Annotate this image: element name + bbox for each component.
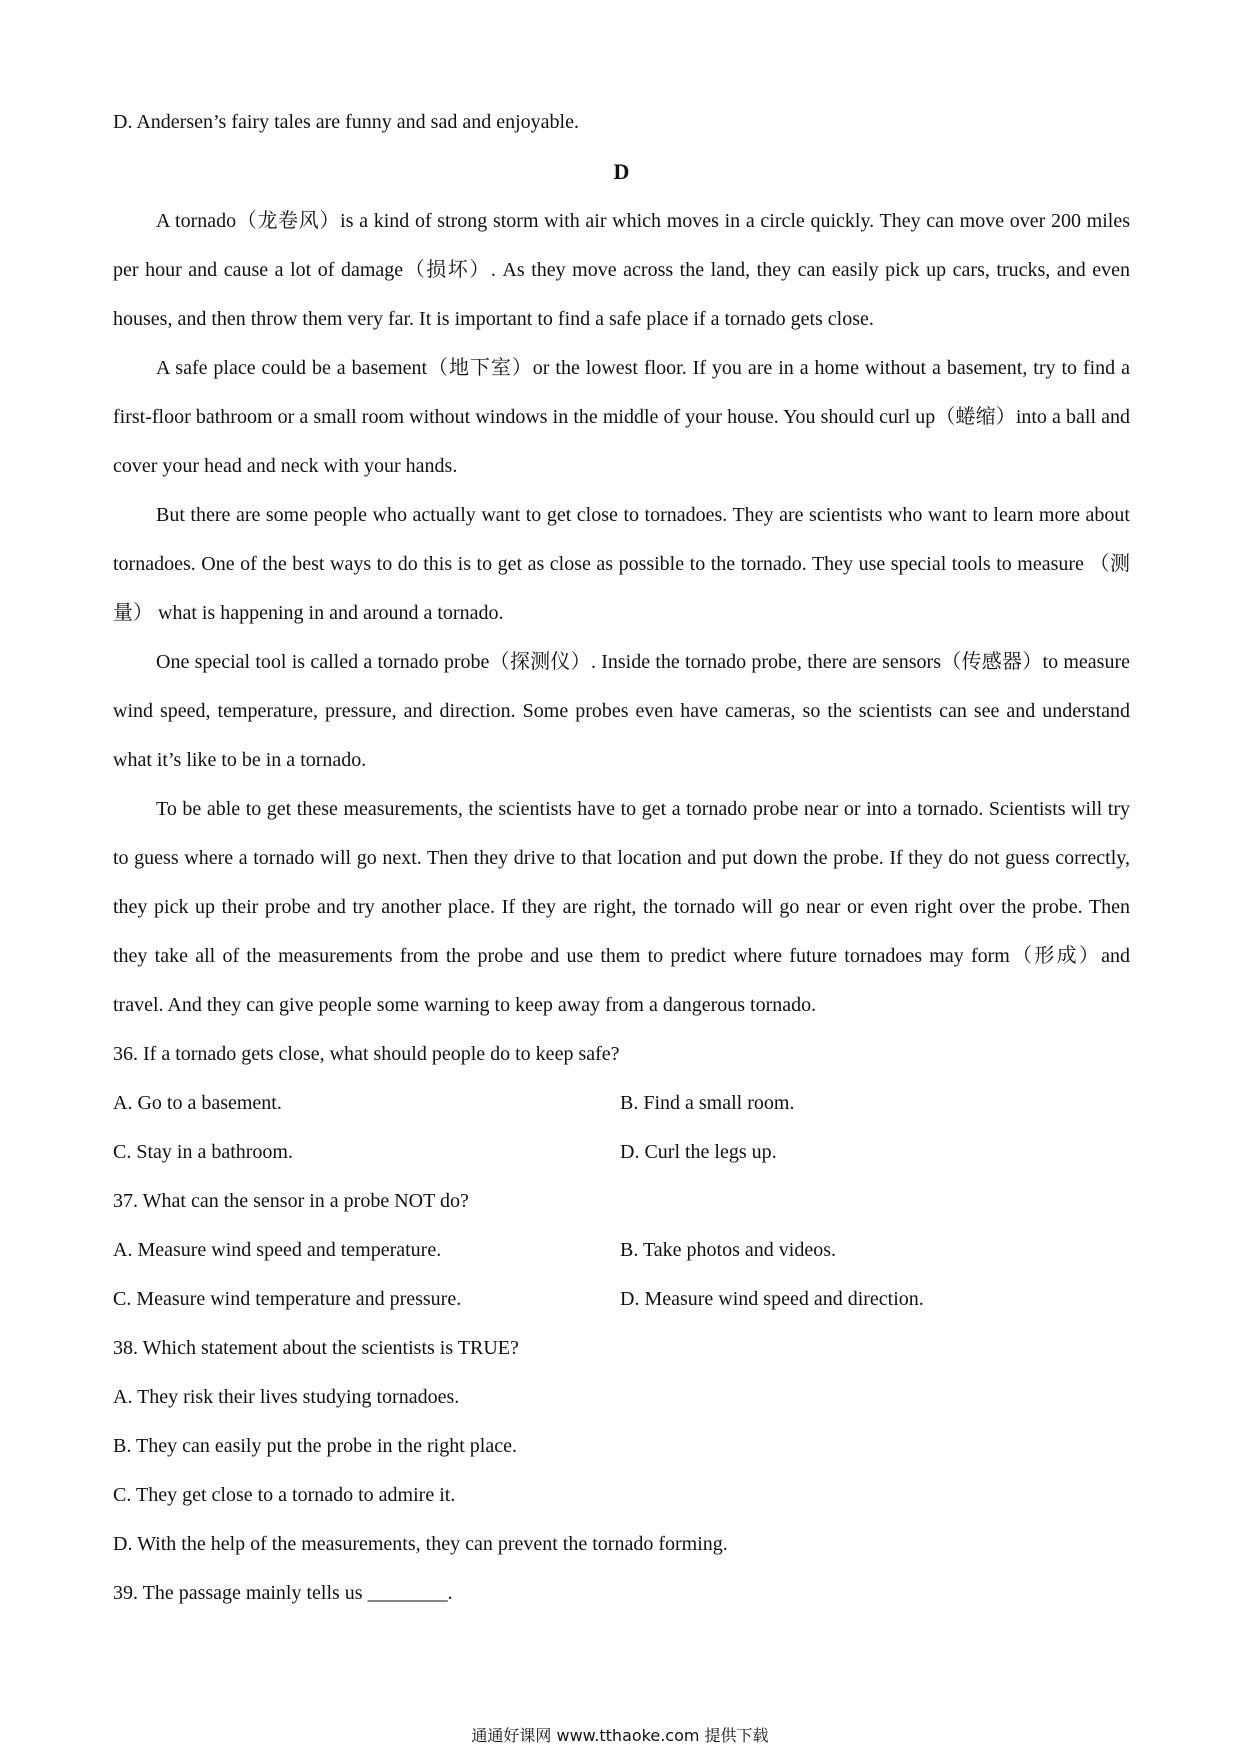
question-36-option-b: B. Find a small room. [620,1092,795,1114]
previous-option-d: D. Andersen’s fairy tales are funny and sad and enjoyable. [113,111,579,133]
question-37-options-row-1 [113,1226,1130,1275]
paragraph-2: A safe place could be a basement（地下室）or the lowest floor. If you are in a home without a basement, try to find a first-floor bathroom or a small room without windows in the middle of your house. You should curl up（蜷缩）into a ball and cover your head and neck with your hands. [113,357,1130,477]
question-38-option-c: C. They get close to a tornado to admire it. [113,1484,456,1506]
question-38-option-b: B. They can easily put the probe in the right place. [113,1435,517,1457]
question-36-options-row-1 [113,1079,1130,1128]
question-37-option-d: D. Measure wind speed and direction. [620,1288,924,1310]
question-36-option-d: D. Curl the legs up. [620,1141,777,1163]
paragraph-5: To be able to get these measurements, the scientists have to get a tornado probe near or into a tornado. Scientists will try to guess where a tornado will go next. Then they drive to that location and put down the probe. If they do not guess correctly, they pick up their probe and try another place. If they are right, the tornado will go near or even right over the probe. Then they take all of the measurements from the probe and use them to predict where future tornadoes may form（形成）and travel. And they can give people some warning to keep away from a dangerous tornado. [113,798,1130,1016]
paragraph-3: But there are some people who actually want to get close to tornadoes. They are scientists who want to learn more about tornadoes. One of the best ways to do this is to get as close as possible to the tornado. They use special tools to measure （测量） what is happening in and around a tornado. [113,504,1130,624]
question-38-option-d: D. With the help of the measurements, they can prevent the tornado forming. [113,1533,728,1555]
question-37-options-row-2 [113,1275,1130,1324]
question-37-option-a: A. Measure wind speed and temperature. [113,1239,442,1261]
question-36-options-row-2 [113,1128,1130,1177]
question-36-option-c: C. Stay in a bathroom. [113,1141,293,1163]
question-37-stem: 37. What can the sensor in a probe NOT do? [113,1190,469,1212]
question-38-option-a: A. They risk their lives studying tornadoes. [113,1386,460,1408]
page-footer: 通通好课网 www.tthaoke.com 提供下载 [471,1726,769,1745]
question-37-option-c: C. Measure wind temperature and pressure. [113,1288,462,1310]
page-content [113,98,1130,1618]
paragraph-1: A tornado（龙卷风）is a kind of strong storm with air which moves in a circle quickly. They can move over 200 miles per hour and cause a lot of damage（损坏）. As they move across the land, they can easily pick up cars, trucks, and even houses, and then throw them very far. It is important to find a safe place if a tornado gets close. [113,210,1130,330]
question-39-stem: 39. The passage mainly tells us ________. [113,1582,453,1604]
paragraph-4: One special tool is called a tornado probe（探测仪）. Inside the tornado probe, there are sensors（传感器）to measure wind speed, temperature, pressure, and direction. Some probes even have cameras, so the scientists can see and understand what it’s like to be in a tornado. [113,651,1130,771]
question-36-stem: 36. If a tornado gets close, what should people do to keep safe? [113,1043,620,1065]
question-38-stem: 38. Which statement about the scientists is TRUE? [113,1337,519,1359]
question-36-option-a: A. Go to a basement. [113,1092,282,1114]
question-37-option-b: B. Take photos and videos. [620,1239,836,1261]
section-heading: D [613,159,630,184]
